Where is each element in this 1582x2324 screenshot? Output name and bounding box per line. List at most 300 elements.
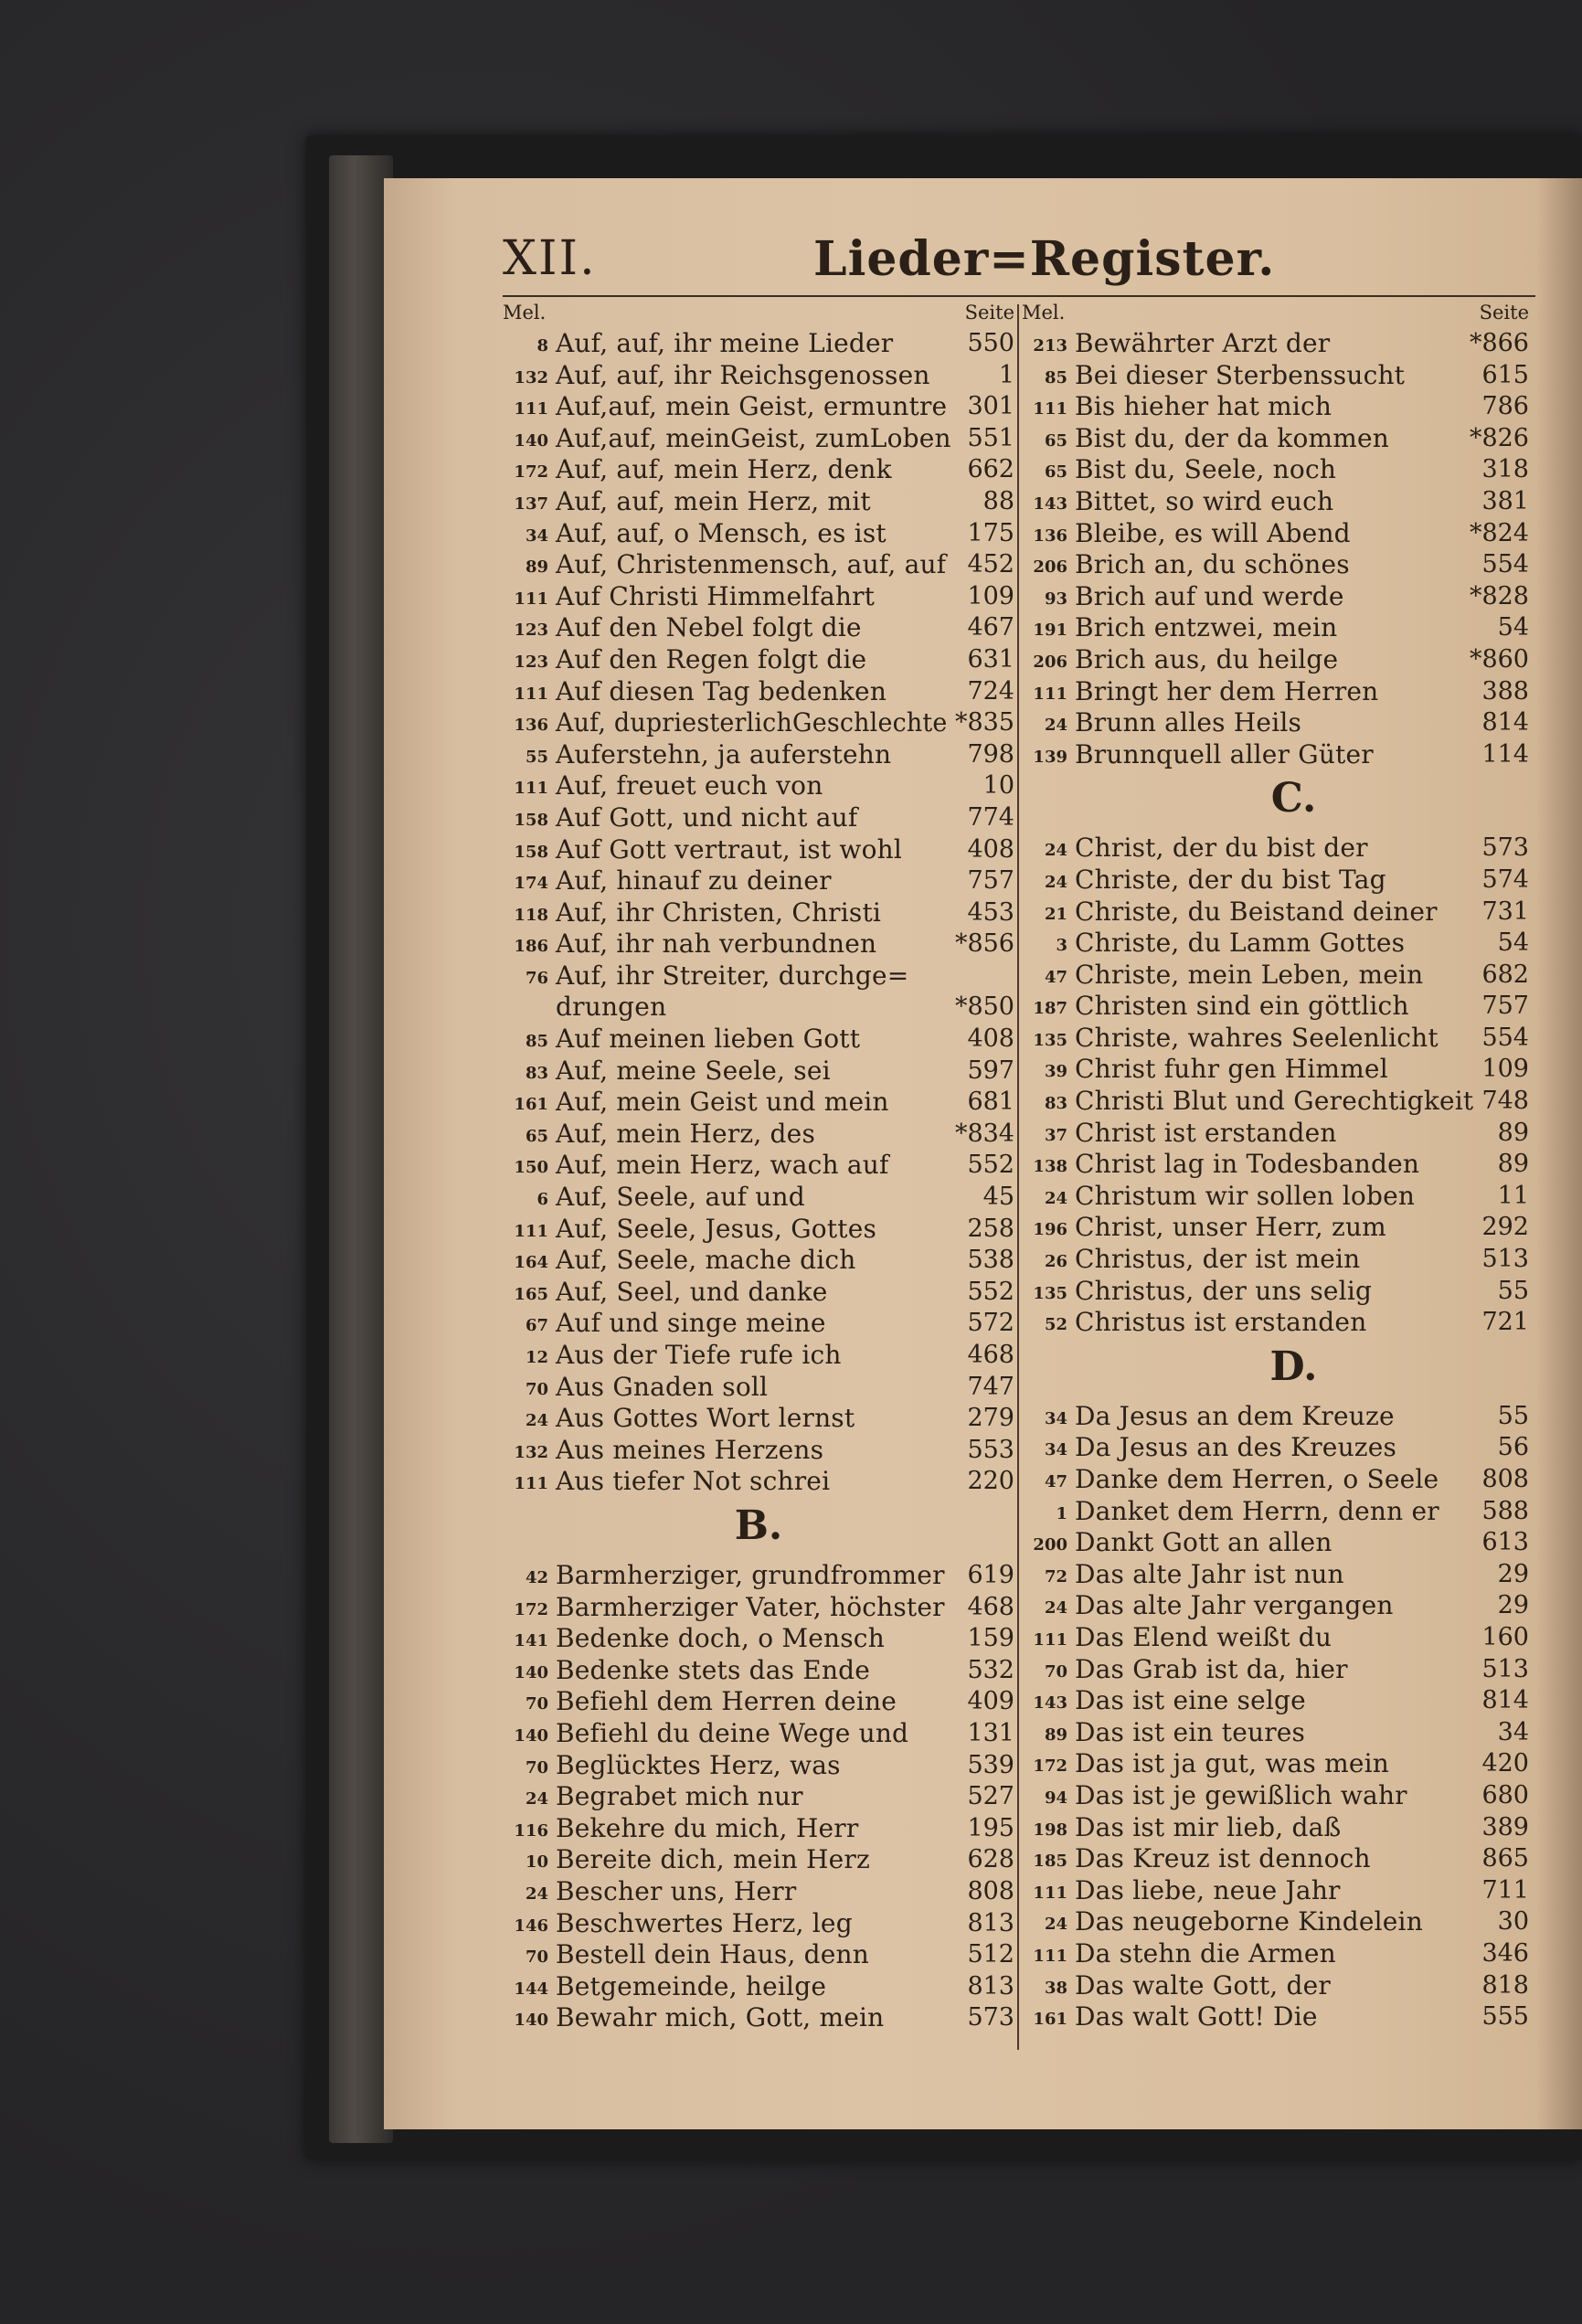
melody-number: 139 <box>1033 747 1067 767</box>
hymn-title: Auf diesen Tag bedenken <box>556 675 887 706</box>
entries-a <box>503 327 1014 1497</box>
hymn-title: Das walt Gott! Die <box>1075 2001 1318 2032</box>
index-entry <box>503 327 1014 359</box>
page-reference: 631 <box>967 644 1014 674</box>
hymn-title: Befiehl dem Herren deine <box>556 1686 897 1717</box>
page-reference: 29 <box>1497 1559 1529 1588</box>
hymn-title: Aus Gottes Wort lernst <box>556 1403 855 1434</box>
page-reference: 574 <box>1481 865 1529 894</box>
page-reference: 757 <box>1481 992 1529 1021</box>
page-reference: 731 <box>1481 897 1529 926</box>
hymn-title: Auferstehn, ja auferstehn <box>556 738 892 769</box>
hymn-title: Da Jesus an dem Kreuze <box>1075 1400 1395 1431</box>
page-reference: 538 <box>967 1246 1014 1275</box>
hymn-title: Auf, mein Herz, des <box>556 1118 816 1149</box>
index-entry <box>503 1055 1014 1087</box>
index-entry <box>503 738 1014 770</box>
index-entry <box>503 1339 1014 1371</box>
melody-number: 34 <box>1044 1408 1067 1428</box>
entries-b-continued <box>1022 327 1529 769</box>
page-reference: 814 <box>1481 708 1529 738</box>
melody-number: 111 <box>514 779 548 799</box>
index-entry <box>503 897 1014 929</box>
page-reference: 513 <box>1481 1245 1529 1274</box>
hymn-title: Auf, mein Geist und mein <box>556 1087 889 1118</box>
hymn-title: Auf, Seele, mache dich <box>556 1245 856 1276</box>
page-reference: 813 <box>967 1908 1014 1937</box>
hymn-title: Christum wir sollen loben <box>1075 1180 1416 1211</box>
page-reference: 409 <box>967 1687 1014 1716</box>
page-reference: 613 <box>1481 1528 1529 1557</box>
page-reference: 420 <box>1481 1749 1529 1778</box>
melody-number: 24 <box>1044 1188 1067 1208</box>
book-page <box>384 178 1582 2129</box>
page-reference: 346 <box>1481 1938 1529 1968</box>
hymn-title: Auf, ihr Streiter, durchge= <box>556 960 909 991</box>
index-entry <box>503 390 1014 422</box>
page-reference: 681 <box>967 1088 1014 1117</box>
hymn-title: Das neugeborne Kindelein <box>1075 1906 1423 1937</box>
index-entry <box>1022 1243 1529 1275</box>
hymn-title: Das alte Jahr ist nun <box>1075 1558 1344 1589</box>
entries-d <box>1022 1400 1529 2032</box>
index-entry <box>503 1307 1014 1339</box>
index-entry <box>503 359 1014 391</box>
melody-number: 24 <box>525 1411 548 1431</box>
hymn-title: Auf, Seel, und danke <box>556 1276 828 1307</box>
melody-number: 164 <box>514 1253 548 1273</box>
hymn-title: Beschwertes Herz, leg <box>556 1907 853 1938</box>
index-entry <box>503 960 1014 992</box>
hymn-title: Aus meines Herzens <box>556 1434 824 1465</box>
index-entry <box>503 1244 1014 1276</box>
column-divider <box>1017 304 1019 2050</box>
melody-number: 3 <box>1056 936 1067 956</box>
melody-number: 111 <box>514 589 548 609</box>
index-entry <box>1022 1747 1529 1779</box>
index-entry <box>1022 1589 1529 1621</box>
index-entry <box>1022 1117 1529 1149</box>
page-reference: 88 <box>982 486 1014 515</box>
melody-number: 140 <box>514 1662 548 1682</box>
hymn-title: Auf Gott vertraut, ist wohl <box>556 833 903 865</box>
index-entry <box>1022 959 1529 991</box>
melody-number: 111 <box>514 1474 548 1494</box>
index-entry <box>503 548 1014 580</box>
hymn-title: Danke dem Herren, o Seele <box>1075 1464 1439 1494</box>
hymn-title: Christ, der du bist der <box>1075 833 1368 864</box>
page-reference: 573 <box>967 2003 1014 2032</box>
hymn-title: Auf, auf, ihr meine Lieder <box>556 328 894 358</box>
hymn-title: Christ fuhr gen Himmel <box>1075 1054 1388 1085</box>
hymn-title: Christe, wahres Seelenlicht <box>1075 1022 1439 1053</box>
page-reference: 711 <box>1481 1875 1529 1905</box>
melody-number: 146 <box>514 1915 548 1936</box>
melody-number: 38 <box>1044 1978 1067 1998</box>
melody-number: 161 <box>514 1095 548 1115</box>
index-entry <box>1022 611 1529 643</box>
hymn-title: Brunn alles Heils <box>1075 707 1302 738</box>
melody-number: 200 <box>1033 1535 1067 1555</box>
melody-number: 24 <box>1044 1598 1067 1618</box>
page-reference: 786 <box>1481 392 1529 421</box>
melody-number: 8 <box>536 336 548 355</box>
melody-number: 140 <box>514 430 548 451</box>
melody-number: 158 <box>514 842 548 862</box>
index-entry <box>1022 1905 1529 1937</box>
index-entry <box>1022 1526 1529 1558</box>
hymn-title: Christ, unser Herr, zum <box>1075 1212 1386 1243</box>
hymn-title: Auf, ihr Christen, Christi <box>556 897 882 928</box>
page-reference: 552 <box>967 1151 1014 1180</box>
hymn-title: Christe, du Beistand deiner <box>1075 896 1438 927</box>
page-reference: 114 <box>1481 739 1529 769</box>
index-entry <box>503 1371 1014 1403</box>
hymn-title: Dankt Gott an allen <box>1075 1527 1332 1558</box>
page-reference: 619 <box>967 1560 1014 1589</box>
page-reference: *866 <box>1469 329 1529 357</box>
melody-number: 70 <box>525 1379 548 1399</box>
page-reference: 11 <box>1497 1181 1529 1210</box>
index-entry <box>1022 675 1529 707</box>
melody-number: 85 <box>1044 367 1067 387</box>
melody-number: 10 <box>525 1852 548 1873</box>
hymn-title: Begrabet mich nur <box>556 1781 803 1812</box>
melody-number: 6 <box>536 1190 548 1210</box>
melody-number: 93 <box>1044 589 1067 609</box>
hymn-title: Christe, du Lamm Gottes <box>1075 928 1406 959</box>
hymn-title: Beglücktes Herz, was <box>556 1749 841 1780</box>
page-reference: 539 <box>967 1750 1014 1779</box>
page-reference: 554 <box>1481 550 1529 579</box>
page-reference: *834 <box>954 1119 1014 1148</box>
melody-number: 65 <box>1044 462 1067 483</box>
melody-number: 42 <box>525 1567 548 1587</box>
page-reference: 452 <box>967 550 1014 579</box>
index-entry <box>503 1149 1014 1181</box>
hymn-title: Auf, auf, ihr Reichsgenossen <box>556 359 930 390</box>
hymn-title: Das Kreuz ist dennoch <box>1075 1843 1371 1874</box>
melody-number: 123 <box>514 621 548 641</box>
melody-number: 111 <box>1033 1883 1067 1903</box>
index-entry <box>1022 422 1529 454</box>
page-reference: 573 <box>1481 833 1529 863</box>
index-entry <box>1022 643 1529 675</box>
melody-number: 132 <box>514 367 548 387</box>
melody-number: 34 <box>525 525 548 546</box>
mel-header: Mel. <box>1022 302 1066 324</box>
hymn-title: Das ist mir lieb, daß <box>1075 1811 1342 1842</box>
index-entry <box>1022 1148 1529 1180</box>
index-entry <box>1022 359 1529 391</box>
hymn-title: Bestell dein Haus, denn <box>556 1939 870 1970</box>
index-entry <box>1022 1400 1529 1432</box>
right-column <box>1022 300 1529 2032</box>
index-entry <box>1022 1684 1529 1716</box>
page-reference: 572 <box>967 1309 1014 1338</box>
hymn-title: Bis hieher hat mich <box>1075 391 1332 422</box>
index-entry <box>1022 832 1529 864</box>
hymn-title: Das alte Jahr vergangen <box>1075 1590 1394 1621</box>
index-entry <box>1022 1716 1529 1748</box>
page-reference: 527 <box>967 1782 1014 1811</box>
index-entry <box>503 928 1014 960</box>
hymn-title: Auf, ihr nah verbundnen <box>556 929 877 960</box>
hymn-title: Brich an, du schönes <box>1075 549 1350 580</box>
hymn-title: Brich entzwei, mein <box>1075 612 1338 643</box>
hymn-title: Auf, freuet euch von <box>556 770 823 801</box>
melody-number: 111 <box>1033 1946 1067 1966</box>
melody-number: 111 <box>514 684 548 704</box>
page-reference: 159 <box>967 1624 1014 1653</box>
melody-number: 132 <box>514 1442 548 1462</box>
hymn-title: Bist du, der da kommen <box>1075 422 1390 453</box>
melody-number: 70 <box>525 1694 548 1714</box>
index-entry <box>1022 1969 1529 2001</box>
section-letter-d: D. <box>1269 1342 1318 1390</box>
hymn-title: Das ist je gewißlich wahr <box>1075 1779 1407 1810</box>
melody-number: 72 <box>1044 1566 1067 1586</box>
page-reference: 89 <box>1497 1118 1529 1147</box>
page-reference: 628 <box>967 1845 1014 1874</box>
index-entry <box>1022 2000 1529 2032</box>
index-entry <box>503 865 1014 897</box>
melody-number: 136 <box>514 716 548 736</box>
melody-number: 111 <box>514 399 548 419</box>
hymn-title: Das ist eine selge <box>1075 1685 1306 1716</box>
page-shadow <box>1536 178 1582 2129</box>
hymn-title: Barmherziger, grundfrommer <box>556 1559 945 1590</box>
melody-number: 172 <box>1033 1756 1067 1777</box>
melody-number: 196 <box>1033 1220 1067 1240</box>
index-entry <box>1022 1558 1529 1590</box>
page-reference: 553 <box>967 1435 1014 1464</box>
hymn-title: Auf, Seele, Jesus, Gottes <box>556 1213 877 1244</box>
page-reference: 551 <box>967 423 1014 452</box>
hymn-title: Auf und singe meine <box>556 1308 826 1339</box>
melody-number: 47 <box>1044 967 1067 987</box>
hymn-title: Da Jesus an des Kreuzes <box>1075 1432 1397 1463</box>
index-entry <box>503 1559 1014 1591</box>
page-reference: 798 <box>967 739 1014 769</box>
hymn-title: Bleibe, es will Abend <box>1075 517 1351 548</box>
melody-number: 141 <box>514 1631 548 1651</box>
hymn-title: Barmherziger Vater, höchster <box>556 1591 945 1622</box>
hymn-title: Bringt her dem Herren <box>1075 675 1379 706</box>
index-entry <box>503 517 1014 549</box>
melody-number: 150 <box>514 1158 548 1178</box>
melody-number: 111 <box>1033 399 1067 419</box>
hymn-title: Bedenke doch, o Mensch <box>556 1623 885 1654</box>
hymn-title: Bewährter Arzt der <box>1075 328 1331 358</box>
index-entry <box>1022 580 1529 612</box>
index-entry <box>503 833 1014 865</box>
page-reference: 258 <box>967 1214 1014 1243</box>
page-reference: 554 <box>1481 1023 1529 1052</box>
melody-number: 24 <box>525 1789 548 1809</box>
index-entry <box>1022 1874 1529 1906</box>
hymn-title: Bedenke stets das Ende <box>556 1654 871 1685</box>
page-reference: 662 <box>967 455 1014 484</box>
hymn-title: Christe, der du bist Tag <box>1075 864 1386 895</box>
page-reference: 814 <box>1481 1686 1529 1715</box>
index-entry <box>503 1812 1014 1844</box>
page-reference: 512 <box>967 1940 1014 1969</box>
hymn-title: Brunnquell aller Güter <box>1075 738 1374 769</box>
index-entry <box>1022 896 1529 928</box>
page-reference: 45 <box>982 1183 1014 1212</box>
index-entry <box>1022 1085 1529 1117</box>
hymn-title: Auf, Seele, auf und <box>556 1182 805 1213</box>
melody-number: 24 <box>1044 841 1067 861</box>
hymn-title: Auf meinen lieben Gott <box>556 1024 861 1055</box>
page-reference: *850 <box>954 992 1014 1022</box>
page-reference: 220 <box>967 1467 1014 1496</box>
index-entry <box>503 801 1014 833</box>
seite-header: Seite <box>964 302 1014 324</box>
index-entry <box>503 1749 1014 1781</box>
column-header <box>1022 300 1529 327</box>
page-reference: 30 <box>1497 1907 1529 1937</box>
page-reference: 818 <box>1481 1970 1529 2000</box>
melody-number: 187 <box>1033 999 1067 1019</box>
page-reference: 721 <box>1481 1308 1529 1337</box>
melody-number: 135 <box>1033 1030 1067 1050</box>
page-reference: 468 <box>967 1341 1014 1369</box>
page-reference: 680 <box>1481 1780 1529 1809</box>
index-entry <box>1022 548 1529 580</box>
index-entry <box>503 1780 1014 1812</box>
page-reference: 615 <box>1481 360 1529 389</box>
index-entry <box>1022 738 1529 770</box>
page-reference: 808 <box>1481 1465 1529 1493</box>
left-column <box>503 300 1014 2033</box>
index-entry <box>503 1970 1014 2002</box>
page-reference: 131 <box>967 1718 1014 1747</box>
melody-number: 39 <box>1044 1062 1067 1082</box>
melody-number: 21 <box>1044 904 1067 924</box>
index-entry <box>1022 327 1529 359</box>
index-entry <box>503 1685 1014 1717</box>
hymn-title: Christ ist erstanden <box>1075 1117 1337 1148</box>
page-reference: 388 <box>1481 676 1529 706</box>
index-entry <box>503 1181 1014 1213</box>
page-reference: 1 <box>998 360 1014 389</box>
page-reference: 555 <box>1481 2002 1529 2032</box>
page-reference: 513 <box>1481 1654 1529 1683</box>
page-reference: 552 <box>967 1277 1014 1306</box>
melody-number: 1 <box>1056 1503 1067 1523</box>
page-reference: 109 <box>1481 1055 1529 1084</box>
melody-number: 143 <box>1033 493 1067 514</box>
melody-number: 89 <box>525 557 548 578</box>
index-entry <box>503 1591 1014 1623</box>
melody-number: 83 <box>1044 1094 1067 1114</box>
hymn-title: Aus der Tiefe rufe ich <box>556 1340 842 1370</box>
hymn-title: Das walte Gott, der <box>1075 1969 1331 2000</box>
index-entry <box>503 422 1014 454</box>
index-entry <box>1022 1463 1529 1495</box>
melody-number: 89 <box>1044 1724 1067 1745</box>
hymn-title: Das Elend weißt du <box>1075 1621 1332 1652</box>
index-entry <box>1022 390 1529 422</box>
page-reference: 467 <box>967 613 1014 642</box>
melody-number: 213 <box>1033 336 1067 355</box>
page-reference: 468 <box>967 1592 1014 1621</box>
melody-number: 26 <box>1044 1252 1067 1272</box>
page-reference: 389 <box>1481 1812 1529 1841</box>
index-entry <box>503 1717 1014 1749</box>
index-entry <box>1022 864 1529 896</box>
index-entry <box>503 769 1014 801</box>
melody-number: 185 <box>1033 1852 1067 1872</box>
page-number: XII. <box>503 231 597 286</box>
melody-number: 186 <box>514 937 548 957</box>
hymn-title: Auf, Christenmensch, auf, auf <box>556 549 947 580</box>
index-entry <box>503 1875 1014 1907</box>
index-entry <box>1022 453 1529 485</box>
index-entry <box>1022 706 1529 738</box>
page-reference: 56 <box>1497 1433 1529 1462</box>
mel-header: Mel. <box>503 302 547 324</box>
index-entry <box>503 1118 1014 1150</box>
melody-number: 165 <box>514 1284 548 1304</box>
index-entry <box>503 1276 1014 1308</box>
melody-number: 206 <box>1033 652 1067 672</box>
index-entry <box>1022 485 1529 517</box>
index-entry <box>1022 1053 1529 1085</box>
index-entry <box>503 643 1014 675</box>
hymn-title: Das liebe, neue Jahr <box>1075 1874 1341 1905</box>
hymn-title: Christ lag in Todesbanden <box>1075 1149 1420 1180</box>
melody-number: 34 <box>1044 1440 1067 1460</box>
index-entry <box>1022 1495 1529 1527</box>
melody-number: 65 <box>525 1126 548 1146</box>
index-entry <box>503 485 1014 517</box>
hymn-title: Auf, auf, mein Herz, denk <box>556 454 892 485</box>
melody-number: 158 <box>514 810 548 830</box>
index-entry <box>503 2001 1014 2033</box>
index-entry <box>503 991 1014 1023</box>
hymn-title: Bereite dich, mein Herz <box>556 1844 870 1875</box>
page-reference: 381 <box>1481 486 1529 515</box>
hymn-title: Christe, mein Leben, mein <box>1075 959 1424 990</box>
hymn-title: drungen <box>556 992 667 1023</box>
index-entry <box>503 1907 1014 1939</box>
melody-number: 144 <box>514 1979 548 1999</box>
hymn-title: Bekehre du mich, Herr <box>556 1812 859 1843</box>
melody-number: 123 <box>514 652 548 672</box>
melody-number: 47 <box>1044 1472 1067 1491</box>
index-entry <box>503 706 1014 738</box>
page-reference: 318 <box>1481 455 1529 484</box>
page-reference: 175 <box>967 518 1014 547</box>
melody-number: 52 <box>1044 1315 1067 1335</box>
melody-number: 94 <box>1044 1788 1067 1808</box>
page-header <box>503 231 1535 304</box>
hymn-title: Auf, auf, o Mensch, es ist <box>556 517 887 548</box>
index-entry <box>1022 927 1529 959</box>
melody-number: 206 <box>1033 557 1067 578</box>
page-reference: 865 <box>1481 1844 1529 1873</box>
index-entry <box>1022 1180 1529 1212</box>
index-entry <box>1022 1842 1529 1874</box>
index-entry <box>503 1938 1014 1970</box>
index-entry <box>503 1402 1014 1434</box>
index-entry <box>1022 1431 1529 1463</box>
melody-number: 83 <box>525 1063 548 1083</box>
hymn-title: Bewahr mich, Gott, mein <box>556 2002 885 2033</box>
